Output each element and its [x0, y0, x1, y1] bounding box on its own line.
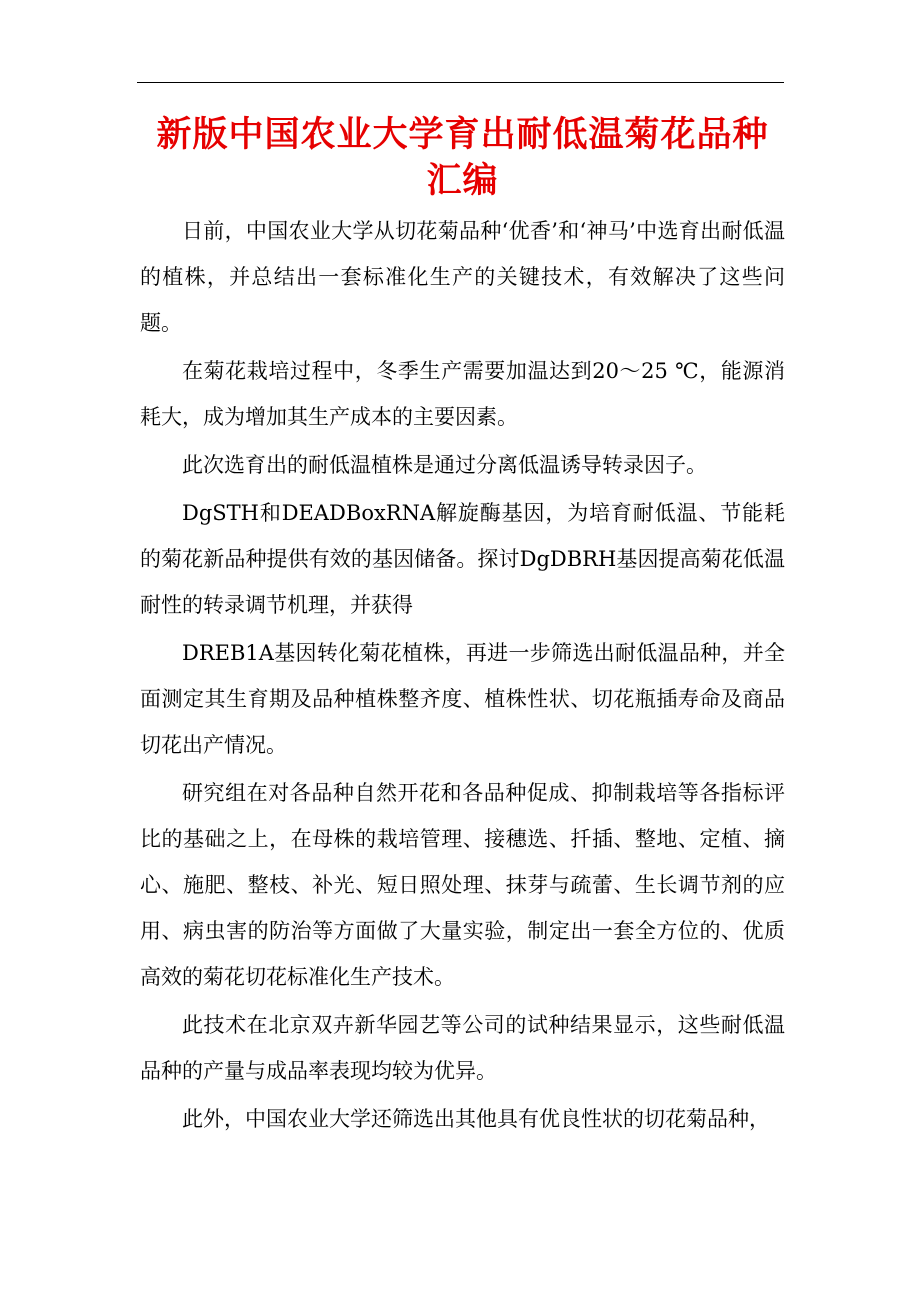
header-rule: [137, 82, 784, 83]
paragraph: 在菊花栽培过程中，冬季生产需要加温达到20～25 ℃，能源消耗大，成为增加其生产成本的主要因素。: [140, 359, 785, 429]
paragraph: 此技术在北京双卉新华园艺等公司的试种结果显示，这些耐低温品种的产量与成品率表现均较为优异。: [140, 1013, 785, 1083]
paragraph: 此外，中国农业大学还筛选出其他具有优良性状的切花菊品种，: [182, 1107, 770, 1131]
paragraph: 此次选育出的耐低温植株是通过分离低温诱导转录因子。: [182, 453, 707, 477]
paragraph: DgSTH和DEADBoxRNA解旋酶基因，为培育耐低温、节能耗的菊花新品种提供有效的基因储备。探讨DgDBRH基因提高菊花低温耐性的转录调节机理，并获得: [140, 501, 785, 617]
paragraph: DREB1A基因转化菊花植株，再进一步筛选出耐低温品种，并全面测定其生育期及品种植株整齐度、植株性状、切花瓶插寿命及商品切花出产情况。: [140, 641, 785, 757]
document-body: [140, 208, 785, 1144]
document-title: 新版中国农业大学育出耐低温菊花品种汇编: [156, 114, 769, 201]
paragraph: 日前，中国农业大学从切花菊品种‘优香’和‘神马’中选育出耐低温的植株，并总结出一套标准化生产的关键技术，有效解决了这些问题。: [140, 219, 785, 335]
paragraph: 研究组在对各品种自然开花和各品种促成、抑制栽培等各指标评比的基础之上，在母株的栽培管理、接穗选、扦插、整地、定植、摘心、施肥、整枝、补光、短日照处理、抹芽与疏蕾、生长调节剂的应用、病虫害的防治等方面做了大量实验，制定出一套全方位的、优质高效的菊花切花标准化生产技术。: [140, 781, 785, 989]
